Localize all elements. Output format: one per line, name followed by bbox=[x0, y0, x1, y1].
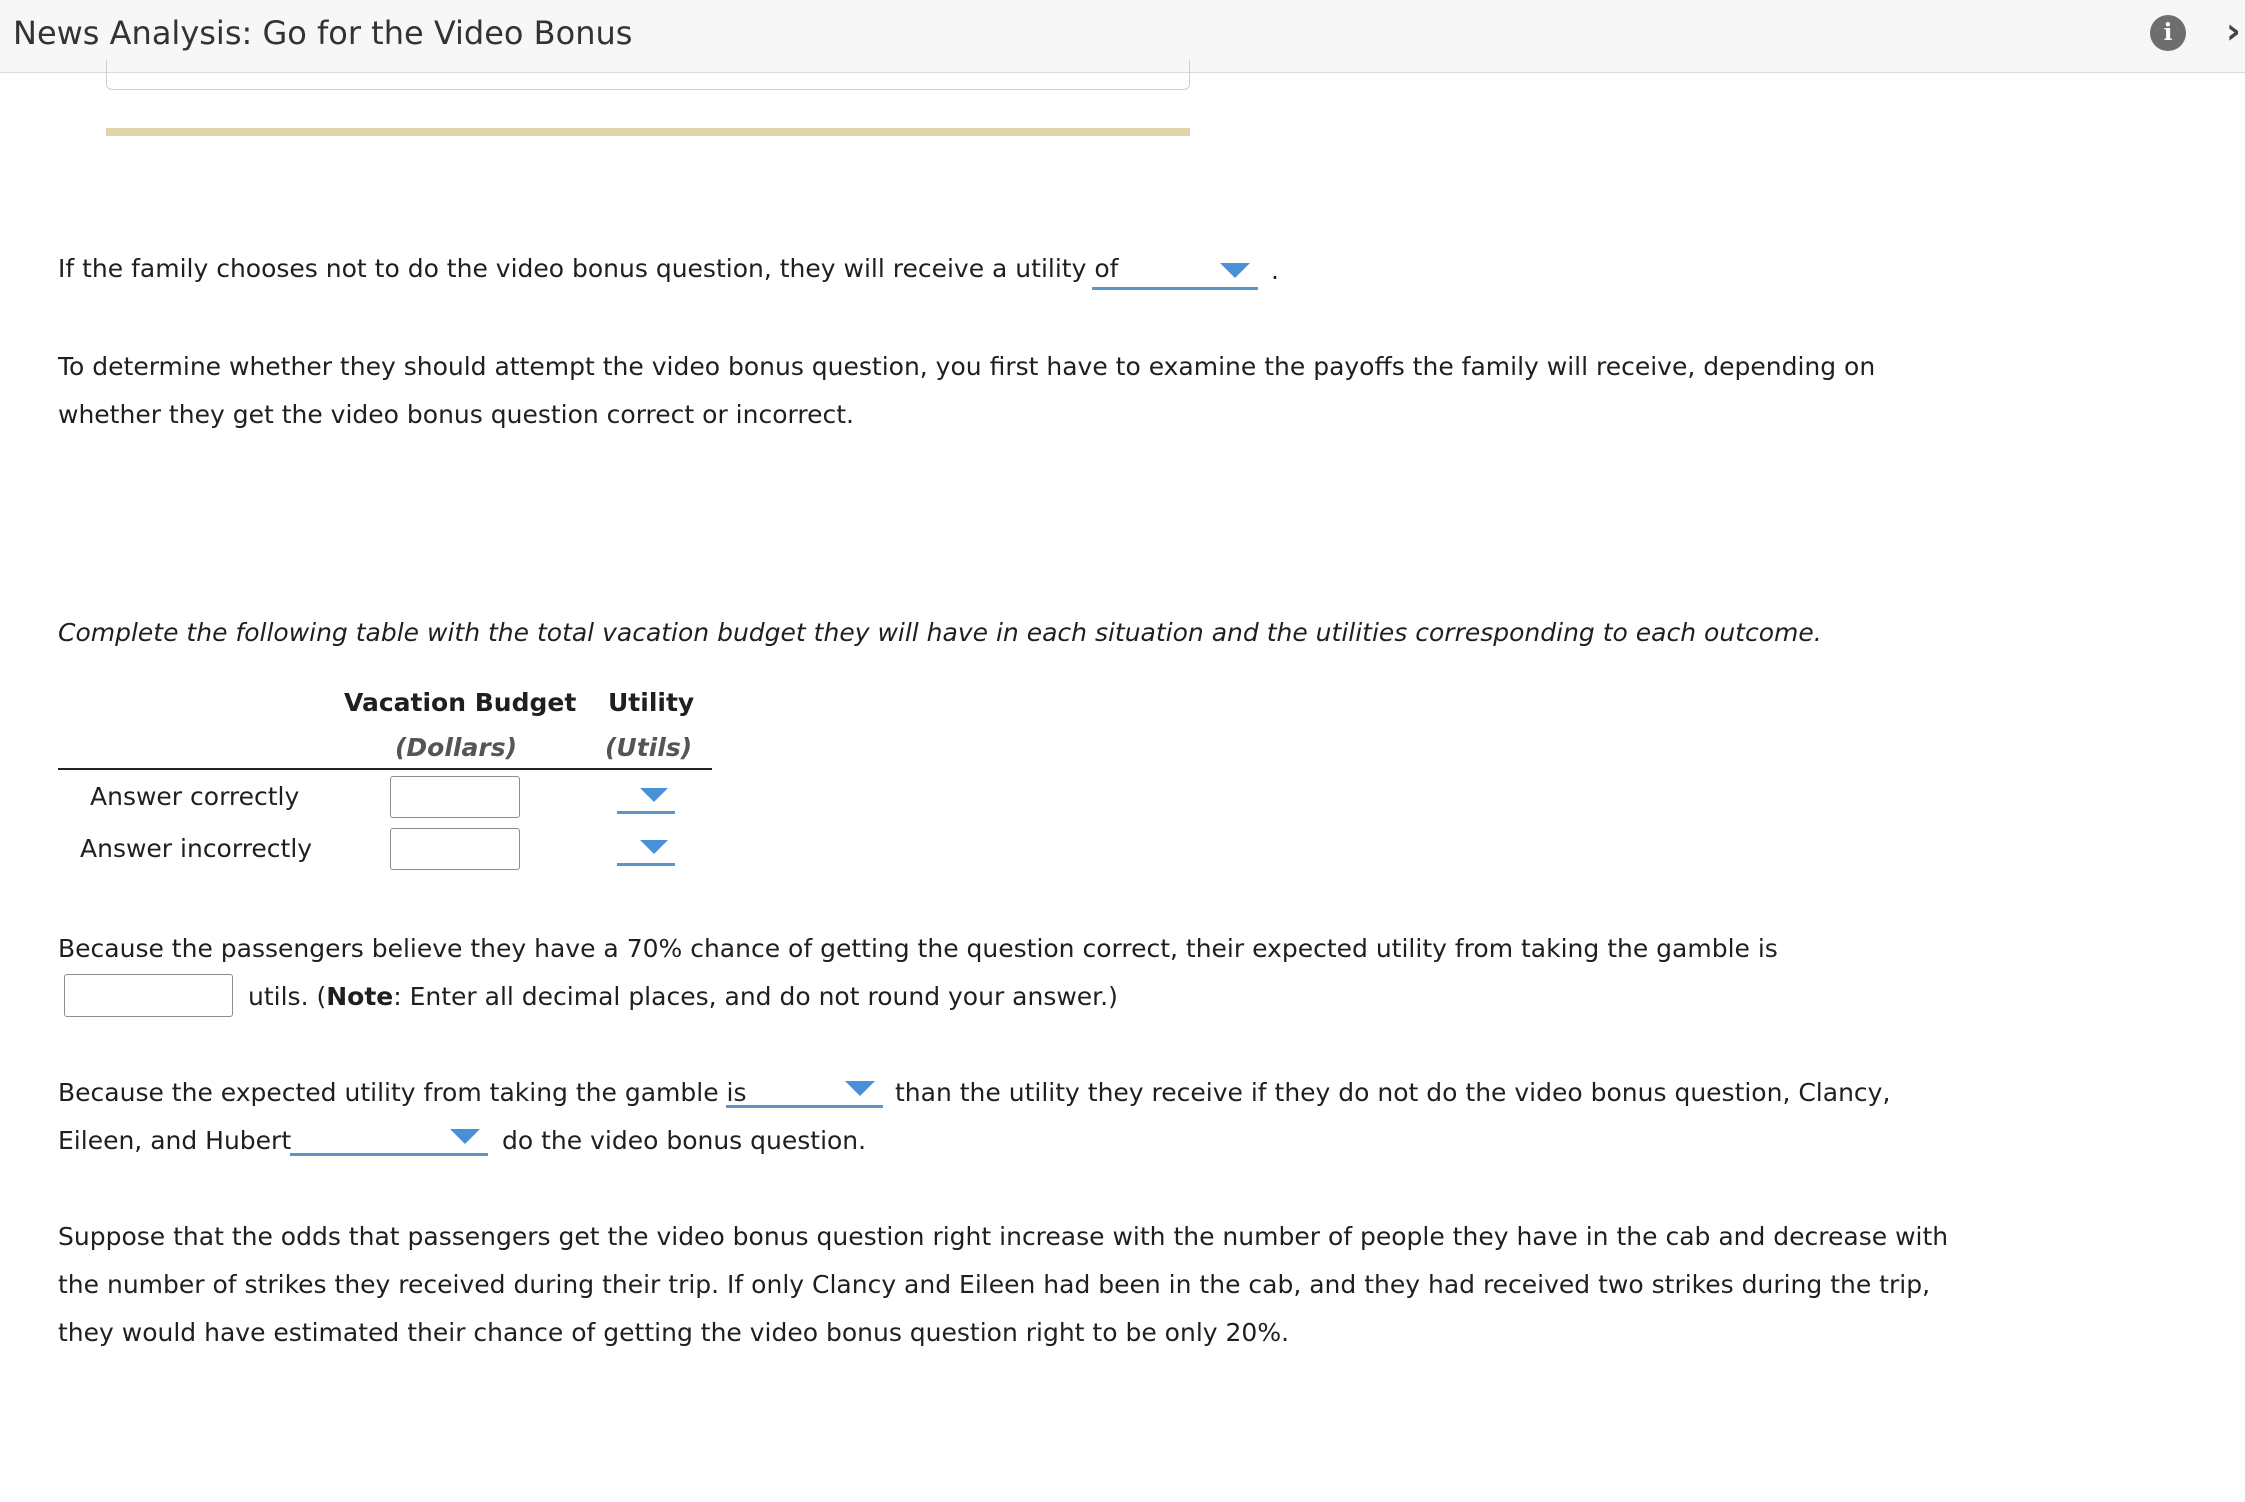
row-label-incorrect: Answer incorrectly bbox=[80, 834, 313, 863]
col-dollars-subheader: (Dollars) bbox=[395, 733, 517, 762]
compare-text-3: Eileen, and Hubert bbox=[58, 1126, 292, 1155]
col-vacation-budget-header: Vacation Budget bbox=[344, 688, 577, 717]
question-no-bonus-text: If the family chooses not to do the video bonus question, they will receive a utility of bbox=[58, 254, 1119, 283]
comparison-dropdown[interactable] bbox=[726, 1076, 883, 1108]
suppose-line-2: the number of strikes they received during their trip. If only Clancy and Eileen had been in the cab, and they had received two strikes during the trip, bbox=[58, 1270, 1931, 1299]
suppose-line-3: they would have estimated their chance of getting the video bonus question right to be only 20%. bbox=[58, 1318, 1290, 1347]
col-utils-subheader: (Utils) bbox=[605, 733, 693, 762]
table-instruction: Complete the following table with the total vacation budget they will have in each situation and the utilities corresponding to each outcome. bbox=[58, 618, 1822, 647]
period: . bbox=[1271, 256, 1279, 285]
intro-line-2: whether they get the video bonus question correct or incorrect. bbox=[58, 400, 854, 429]
compare-text-2: than the utility they receive if they do not do the video bonus question, Clancy, bbox=[895, 1078, 1891, 1107]
row-label-correct: Answer correctly bbox=[90, 782, 300, 811]
expected-utility-input[interactable] bbox=[64, 974, 233, 1017]
info-icon[interactable]: i bbox=[2150, 15, 2186, 51]
utility-incorrect-dropdown[interactable] bbox=[617, 836, 675, 866]
table-header-rule bbox=[58, 768, 712, 770]
page-title: News Analysis: Go for the Video Bonus bbox=[13, 14, 633, 52]
no-bonus-utility-dropdown[interactable] bbox=[1092, 258, 1258, 290]
decision-dropdown[interactable] bbox=[290, 1124, 488, 1156]
utility-correct-dropdown[interactable] bbox=[617, 784, 675, 814]
suppose-line-1: Suppose that the odds that passengers get the video bonus question right increase with the number of people they have in the cab and decrease with bbox=[58, 1222, 1949, 1251]
section-divider bbox=[106, 128, 1190, 136]
intro-line-1: To determine whether they should attempt the video bonus question, you first have to examine the payoffs the family will receive, depending on bbox=[58, 352, 1876, 381]
chevron-right-icon[interactable]: › bbox=[2226, 11, 2241, 52]
col-utility-header: Utility bbox=[608, 688, 695, 717]
compare-text-4: do the video bonus question. bbox=[502, 1126, 867, 1155]
expected-utility-note: utils. (Note: Enter all decimal places, and do not round your answer.) bbox=[248, 982, 1118, 1011]
expected-utility-line-1: Because the passengers believe they have a 70% chance of getting the question correct, their expected utility from taking the gamble is bbox=[58, 934, 1778, 963]
previous-section-box bbox=[106, 60, 1190, 90]
compare-text-1: Because the expected utility from taking the gamble is bbox=[58, 1078, 747, 1107]
budget-incorrect-input[interactable] bbox=[390, 828, 520, 870]
budget-correct-input[interactable] bbox=[390, 776, 520, 818]
